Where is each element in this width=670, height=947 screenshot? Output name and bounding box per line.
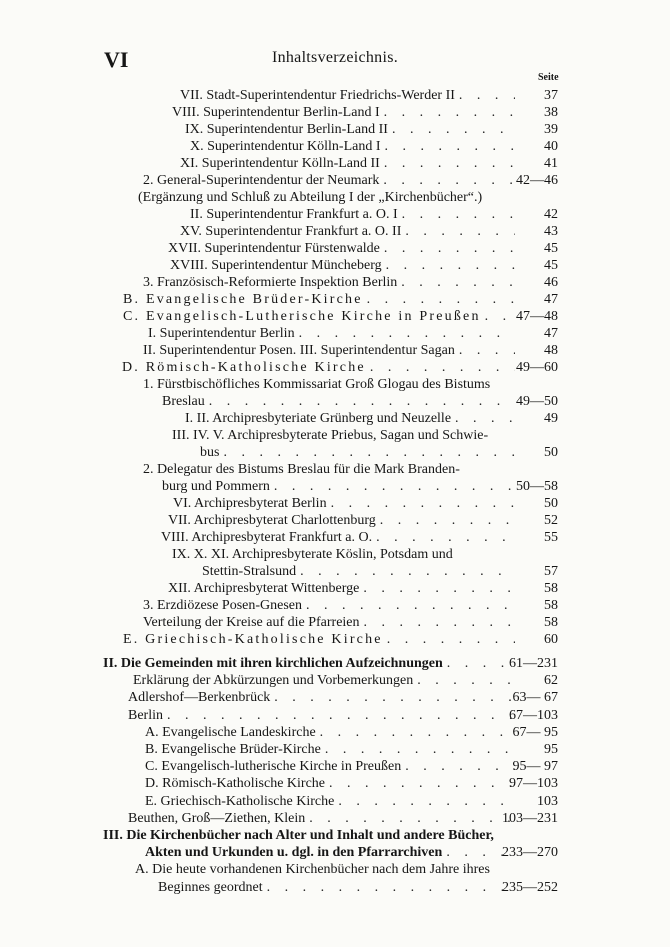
toc-entry (0, 223, 670, 240)
toc-entry (0, 104, 670, 121)
dot-leader (305, 810, 515, 827)
toc-entry-title: Beginnes geordnet (158, 879, 263, 895)
toc-page-number: 58 (544, 581, 558, 596)
toc-entry-title: D. Römisch-Katholische Kirche (122, 360, 366, 375)
toc-entry (0, 758, 670, 775)
toc-page-number: 61—231 (509, 656, 558, 671)
toc-page-number: 60 (544, 632, 558, 647)
toc-entry-title: VI. Archipresbyterat Berlin (173, 496, 327, 511)
dot-leader (334, 793, 515, 810)
toc-entry-title: C. Evangelisch-lutherische Kirche in Preußen (145, 759, 402, 775)
toc-entry (0, 879, 670, 896)
toc-page-number: 45 (544, 241, 558, 256)
toc-entry (0, 138, 670, 155)
toc-entry (0, 274, 670, 291)
page-number: VI (104, 47, 129, 72)
toc-entry-title: E. Griechisch-Katholische Kirche (145, 793, 335, 809)
toc-entry-title: XI. Superintendentur Kölln-Land II (180, 156, 380, 171)
page-column-header: Seite (538, 72, 559, 83)
dot-leader (270, 689, 515, 706)
toc-entry-title: Adlershof—Berkenbrück (128, 690, 271, 706)
toc-page-number: 58 (544, 615, 558, 630)
toc-page-number: 47—48 (516, 309, 558, 324)
toc-page-number: 42 (544, 207, 558, 222)
toc-entry-title: VII. Archipresbyterat Charlottenburg (168, 513, 376, 528)
dot-leader (219, 444, 515, 461)
toc-entry (0, 672, 670, 689)
dot-leader (295, 325, 515, 342)
toc-page-number: 233—270 (502, 845, 558, 861)
dot-leader (382, 257, 515, 274)
toc-entry (0, 121, 670, 138)
toc-entry (0, 393, 670, 410)
page-title: Inhaltsverzeichnis. (271, 49, 399, 66)
toc-entry (0, 495, 670, 512)
toc-entry-title: XII. Archipresbyterat Wittenberge (168, 581, 360, 596)
dot-leader (302, 597, 515, 614)
dot-leader (360, 614, 515, 631)
dot-leader (363, 291, 515, 308)
dot-leader (359, 580, 515, 597)
toc-entry (0, 689, 670, 706)
toc-page-number: 103—231 (502, 810, 558, 826)
toc-page-number: 49—60 (516, 360, 558, 375)
toc-page-number: 43 (544, 224, 558, 239)
toc-entry-title: VIII. Superintendentur Berlin-Land I (172, 105, 380, 120)
toc-page-number: 63— 67 (512, 690, 558, 706)
toc-entry-title: C. Evangelisch-Lutherische Kirche in Preußen (123, 309, 481, 324)
toc-entry (0, 427, 670, 444)
toc-entry-title: 2. General-Superintendentur der Neumark (143, 173, 380, 188)
dot-leader (380, 155, 515, 172)
toc-entry-title: B. Evangelische Brüder-Kirche (145, 742, 321, 757)
toc-entry-title: B. Evangelische Brüder-Kirche (123, 292, 363, 307)
toc-entry (0, 546, 670, 563)
toc-entry-title: A. Evangelische Landeskirche (145, 724, 316, 740)
toc-page-number: 49—50 (516, 394, 558, 409)
toc-entry (0, 631, 670, 648)
dot-leader (380, 104, 515, 121)
toc-page-number: 49 (544, 411, 558, 426)
dot-leader (372, 529, 515, 546)
toc-entry-title: I. II. Archipresbyteriate Grünberg und Neuzelle (185, 411, 452, 426)
toc-page-number: 67— 95 (512, 724, 558, 740)
toc-entry-title: Erklärung der Abkürzungen und Vorbemerkungen (133, 673, 414, 689)
toc-page-number: 95 (544, 742, 558, 757)
toc-entry (0, 655, 670, 672)
toc-entry-title: XVII. Superintendentur Fürstenwalde (168, 241, 380, 256)
toc-entry (0, 741, 670, 758)
dot-leader (327, 495, 515, 512)
toc-entry-title: D. Römisch-Katholische Kirche (145, 776, 326, 792)
dot-leader (270, 478, 515, 495)
toc-page-number: 37 (544, 88, 558, 103)
toc-entry (0, 206, 670, 223)
toc-entry-title: Breslau (162, 394, 205, 409)
toc-page-number: 55 (544, 530, 558, 545)
dot-leader (321, 741, 515, 758)
toc-entry (0, 359, 670, 376)
dot-leader (263, 879, 515, 896)
toc-page-number: 97—103 (509, 776, 558, 792)
toc-entry (0, 444, 670, 461)
toc-entry-title: Berlin (128, 707, 163, 723)
toc-page-number: 50 (544, 496, 558, 511)
toc-entry (0, 461, 670, 478)
dot-leader (296, 563, 515, 580)
toc-page-number: 45 (544, 258, 558, 273)
toc-entry (0, 793, 670, 810)
toc-page-number: 47 (544, 292, 558, 307)
toc-page-number: 39 (544, 122, 558, 137)
toc-entry-title: 3. Erzdiözese Posen-Gnesen (143, 598, 303, 613)
toc-page-number: 57 (544, 564, 558, 579)
toc-entry (0, 827, 670, 844)
toc-entry-title: VII. Stadt-Superintendentur Friedrichs-Werder II (180, 88, 455, 103)
toc-entry-title: III. Die Kirchenbücher nach Alter und Inhalt und andere Bücher, (103, 828, 494, 843)
toc-entry (0, 342, 670, 359)
toc-entry (0, 410, 670, 427)
toc-entry-title: 1. Fürstbischöfliches Kommissariat Groß Glogau des Bistums (143, 377, 491, 392)
toc-entry-title: E. Griechisch-Katholische Kirche (123, 632, 383, 647)
dot-leader (379, 172, 515, 189)
dot-leader (380, 240, 515, 257)
toc-entry (0, 563, 670, 580)
toc-entry (0, 614, 670, 631)
toc-page-number: 235—252 (502, 879, 558, 895)
dot-leader (366, 359, 515, 376)
toc-entry (0, 861, 670, 878)
toc-entry-title: IX. X. XI. Archipresbyterate Köslin, Potsdam und (172, 547, 453, 562)
toc-entry (0, 155, 670, 172)
toc-entry-title: Beuthen, Groß—Ziethen, Klein (128, 810, 306, 826)
toc-entry (0, 257, 670, 274)
toc-entry (0, 580, 670, 597)
toc-entry-title: II. Superintendentur Posen. III. Superintendentur Sagan (143, 343, 455, 358)
dot-leader (381, 138, 515, 155)
toc-page-number: 62 (544, 673, 558, 689)
dot-leader (383, 631, 515, 648)
toc-entry (0, 308, 670, 325)
dot-leader (376, 512, 515, 529)
toc-page-number: 46 (544, 275, 558, 290)
dot-leader (388, 121, 515, 138)
toc-page-number: 52 (544, 513, 558, 528)
toc-entry-title: 2. Delegatur des Bistums Breslau für die Mark Branden- (143, 462, 460, 477)
toc-page-number: 67—103 (509, 707, 558, 723)
toc-entry (0, 844, 670, 861)
dot-leader (325, 775, 515, 792)
toc-entry (0, 707, 670, 724)
toc-page-number: 50 (544, 445, 558, 460)
toc-entry (0, 325, 670, 342)
toc-entry (0, 291, 670, 308)
toc-entry-title: A. Die heute vorhandenen Kirchenbücher nach dem Jahre ihres (135, 862, 490, 878)
toc-page-number: 40 (544, 139, 558, 154)
toc-entry (0, 775, 670, 792)
dot-leader (205, 393, 515, 410)
toc-entry (0, 172, 670, 189)
toc-entry (0, 376, 670, 393)
toc-entry-title: II. Die Gemeinden mit ihren kirchlichen Aufzeichnungen (103, 656, 443, 671)
toc-page-number: 38 (544, 105, 558, 120)
toc-entry-title: II. Superintendentur Frankfurt a. O. I (190, 207, 398, 222)
toc-page-number: 58 (544, 598, 558, 613)
toc-entry (0, 189, 670, 206)
toc-page-number: 103 (537, 793, 558, 809)
toc-entry-title: bus (200, 445, 220, 460)
toc-entry (0, 240, 670, 257)
toc-entry-title: Stettin-Stralsund (202, 564, 297, 579)
toc-entry-title: XV. Superintendentur Frankfurt a. O. II (180, 224, 402, 239)
toc-entry-title: Verteilung der Kreise auf die Pfarreien (143, 615, 360, 630)
toc-entry (0, 597, 670, 614)
toc-entry-title: VIII. Archipresbyterat Frankfurt a. O. (161, 530, 373, 545)
toc-page-number: 47 (544, 326, 558, 341)
toc-entry-title: XVIII. Superintendentur Müncheberg (170, 258, 382, 273)
toc-entry-title: (Ergänzung und Schluß zu Abteilung I der „Kirchenbücher“.) (138, 190, 483, 205)
toc-entry (0, 87, 670, 104)
dot-leader (163, 707, 515, 724)
toc-entry (0, 810, 670, 827)
toc-entry-title: I. Superintendentur Berlin (148, 326, 295, 341)
toc-entry-title: III. IV. V. Archipresbyterate Priebus, Sagan und Schwie- (172, 428, 489, 443)
toc-entry (0, 724, 670, 741)
dot-leader (316, 724, 515, 741)
toc-entry-title: 3. Französisch-Reformierte Inspektion Berlin (143, 275, 398, 290)
toc-page-number: 50—58 (516, 479, 558, 494)
toc-page-number: 42—46 (516, 173, 558, 188)
toc-entry (0, 478, 670, 495)
toc-entry-title: X. Superintendentur Kölln-Land I (190, 139, 381, 154)
toc-page-number: 95— 97 (512, 759, 558, 775)
toc-page-number: 48 (544, 343, 558, 358)
toc-entry-title: IX. Superintendentur Berlin-Land II (185, 122, 388, 137)
toc-entry (0, 529, 670, 546)
toc-page-number: 41 (544, 156, 558, 171)
toc-entry-title: burg und Pommern (162, 479, 270, 494)
toc-entry (0, 512, 670, 529)
toc-entry-title: Akten und Urkunden u. dgl. in den Pfarrarchiven (145, 845, 443, 861)
